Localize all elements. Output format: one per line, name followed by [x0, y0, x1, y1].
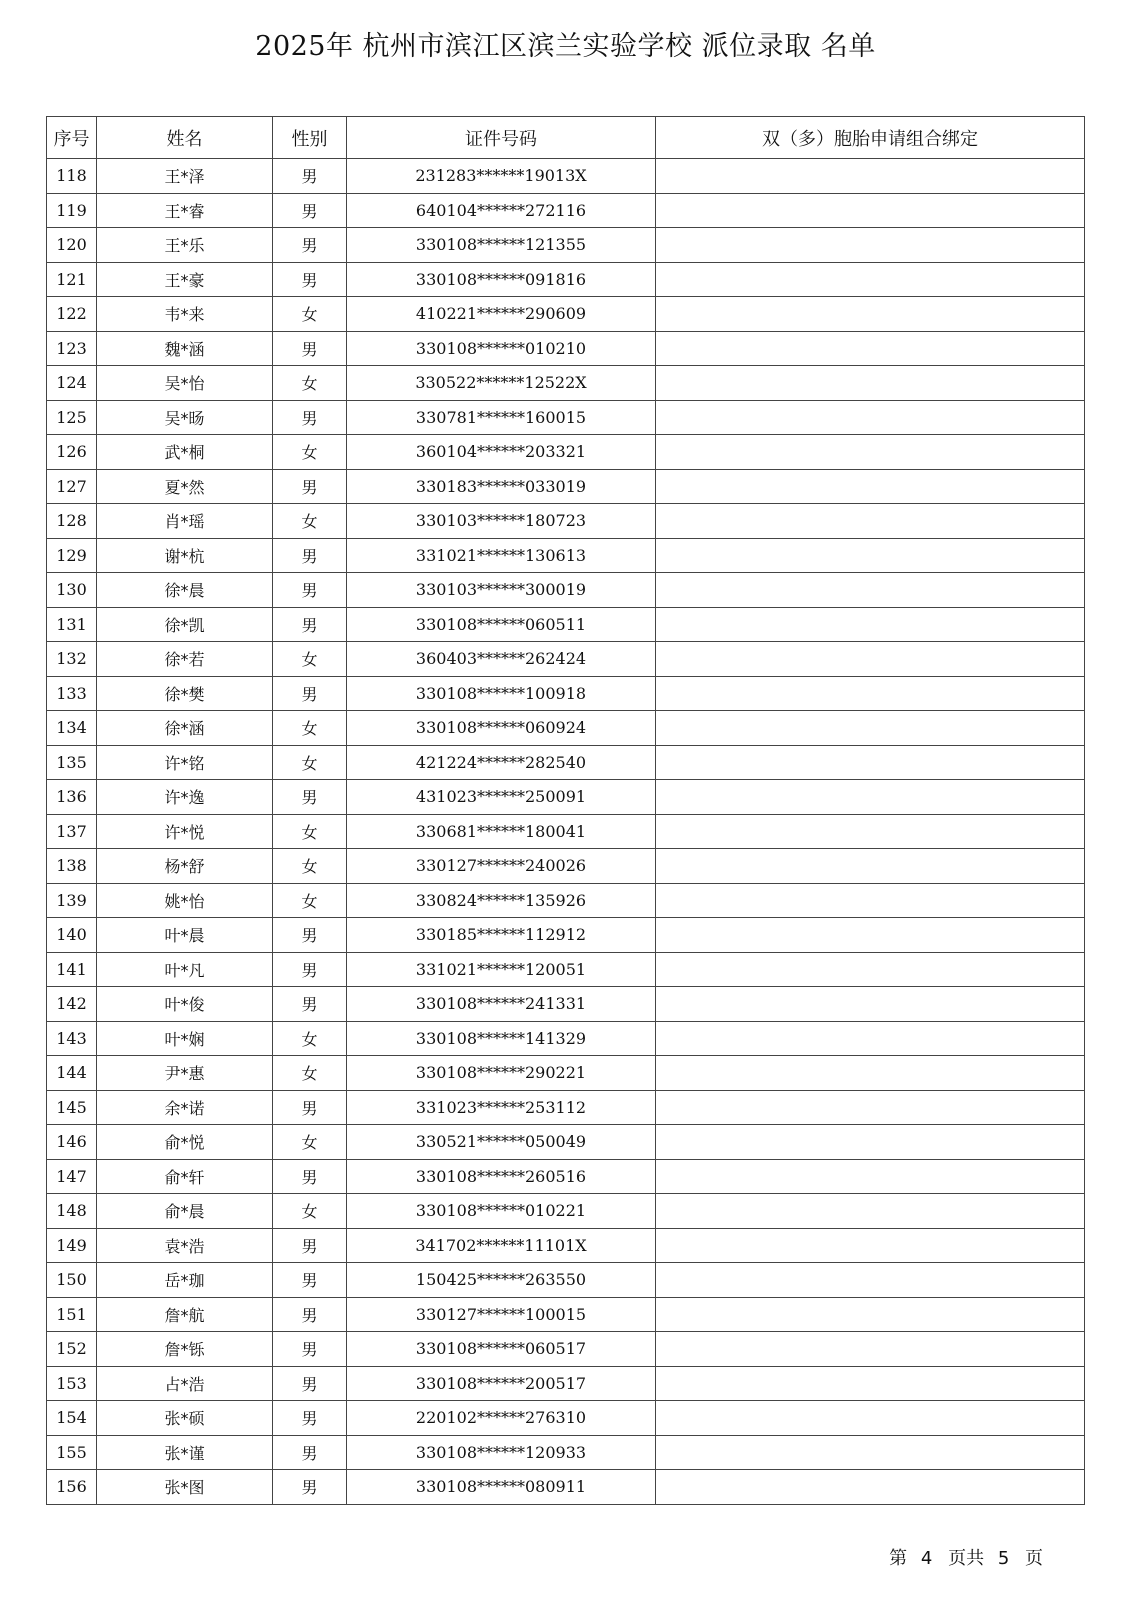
- cell-gender: 女: [273, 814, 347, 849]
- cell-twin-binding: [656, 262, 1085, 297]
- cell-serial: 127: [47, 469, 97, 504]
- table-row: [47, 228, 1085, 263]
- cell-twin-binding: [656, 400, 1085, 435]
- cell-name: 俞*晨: [97, 1194, 273, 1229]
- footer-middle: 页共: [948, 1548, 985, 1569]
- cell-id-number: 330108******080911: [347, 1470, 656, 1505]
- table-row: [47, 1125, 1085, 1160]
- cell-name: 袁*浩: [97, 1228, 273, 1263]
- cell-serial: 142: [47, 987, 97, 1022]
- cell-twin-binding: [656, 1159, 1085, 1194]
- table-row: [47, 642, 1085, 677]
- table-row: [47, 952, 1085, 987]
- table-row: [47, 1159, 1085, 1194]
- cell-name: 王*乐: [97, 228, 273, 263]
- cell-serial: 121: [47, 262, 97, 297]
- cell-gender: 男: [273, 400, 347, 435]
- cell-id-number: 421224******282540: [347, 745, 656, 780]
- cell-gender: 男: [273, 1263, 347, 1298]
- table-row: [47, 1470, 1085, 1505]
- table-row: [47, 1332, 1085, 1367]
- cell-id-number: 410221******290609: [347, 297, 656, 332]
- cell-serial: 119: [47, 193, 97, 228]
- cell-twin-binding: [656, 159, 1085, 194]
- cell-name: 张*硕: [97, 1401, 273, 1436]
- cell-id-number: 330108******121355: [347, 228, 656, 263]
- cell-id-number: 330108******100918: [347, 676, 656, 711]
- cell-gender: 女: [273, 435, 347, 470]
- cell-serial: 141: [47, 952, 97, 987]
- admission-table: [46, 116, 1085, 1505]
- cell-id-number: 231283******19013X: [347, 159, 656, 194]
- cell-serial: 137: [47, 814, 97, 849]
- cell-twin-binding: [656, 331, 1085, 366]
- cell-serial: 146: [47, 1125, 97, 1160]
- cell-serial: 156: [47, 1470, 97, 1505]
- table-header-row: [47, 117, 1085, 159]
- cell-gender: 男: [273, 573, 347, 608]
- cell-gender: 男: [273, 159, 347, 194]
- cell-twin-binding: [656, 1401, 1085, 1436]
- cell-gender: 女: [273, 849, 347, 884]
- header-twin-binding: 双（多）胞胎申请组合绑定: [656, 117, 1085, 159]
- cell-id-number: 360403******262424: [347, 642, 656, 677]
- table-row: [47, 400, 1085, 435]
- cell-gender: 女: [273, 366, 347, 401]
- page-footer: [889, 1544, 1043, 1570]
- cell-serial: 147: [47, 1159, 97, 1194]
- cell-gender: 女: [273, 1056, 347, 1091]
- cell-twin-binding: [656, 711, 1085, 746]
- cell-twin-binding: [656, 1332, 1085, 1367]
- cell-gender: 男: [273, 1401, 347, 1436]
- table-row: [47, 1401, 1085, 1436]
- cell-name: 占*浩: [97, 1366, 273, 1401]
- cell-name: 吴*怡: [97, 366, 273, 401]
- cell-name: 张*图: [97, 1470, 273, 1505]
- cell-name: 魏*涵: [97, 331, 273, 366]
- table-row: [47, 504, 1085, 539]
- cell-name: 王*睿: [97, 193, 273, 228]
- cell-id-number: 330521******050049: [347, 1125, 656, 1160]
- cell-gender: 男: [273, 1435, 347, 1470]
- cell-serial: 125: [47, 400, 97, 435]
- cell-id-number: 330108******010221: [347, 1194, 656, 1229]
- cell-name: 韦*来: [97, 297, 273, 332]
- cell-name: 叶*娴: [97, 1021, 273, 1056]
- cell-gender: 男: [273, 780, 347, 815]
- cell-gender: 男: [273, 607, 347, 642]
- cell-id-number: 331021******130613: [347, 538, 656, 573]
- cell-gender: 男: [273, 228, 347, 263]
- cell-name: 许*铭: [97, 745, 273, 780]
- cell-gender: 男: [273, 262, 347, 297]
- cell-twin-binding: [656, 745, 1085, 780]
- cell-twin-binding: [656, 1125, 1085, 1160]
- cell-id-number: 330108******060517: [347, 1332, 656, 1367]
- cell-twin-binding: [656, 814, 1085, 849]
- cell-serial: 120: [47, 228, 97, 263]
- cell-id-number: 330127******100015: [347, 1297, 656, 1332]
- cell-serial: 152: [47, 1332, 97, 1367]
- cell-serial: 124: [47, 366, 97, 401]
- cell-name: 王*泽: [97, 159, 273, 194]
- cell-id-number: 341702******11101X: [347, 1228, 656, 1263]
- cell-id-number: 220102******276310: [347, 1401, 656, 1436]
- cell-serial: 134: [47, 711, 97, 746]
- table-row: [47, 1021, 1085, 1056]
- cell-gender: 男: [273, 1159, 347, 1194]
- cell-gender: 男: [273, 193, 347, 228]
- cell-serial: 149: [47, 1228, 97, 1263]
- cell-twin-binding: [656, 228, 1085, 263]
- cell-gender: 男: [273, 918, 347, 953]
- cell-serial: 140: [47, 918, 97, 953]
- table-row: [47, 918, 1085, 953]
- cell-serial: 143: [47, 1021, 97, 1056]
- table-row: [47, 1228, 1085, 1263]
- cell-gender: 男: [273, 676, 347, 711]
- cell-id-number: 150425******263550: [347, 1263, 656, 1298]
- cell-twin-binding: [656, 435, 1085, 470]
- header-id-number: 证件号码: [347, 117, 656, 159]
- cell-name: 尹*惠: [97, 1056, 273, 1091]
- cell-name: 余*诺: [97, 1090, 273, 1125]
- header-serial: 序号: [47, 117, 97, 159]
- cell-name: 徐*晨: [97, 573, 273, 608]
- cell-id-number: 330824******135926: [347, 883, 656, 918]
- cell-serial: 126: [47, 435, 97, 470]
- cell-id-number: 330108******141329: [347, 1021, 656, 1056]
- table-row: [47, 435, 1085, 470]
- cell-twin-binding: [656, 1470, 1085, 1505]
- cell-twin-binding: [656, 918, 1085, 953]
- cell-serial: 144: [47, 1056, 97, 1091]
- cell-gender: 男: [273, 538, 347, 573]
- cell-name: 许*逸: [97, 780, 273, 815]
- cell-gender: 男: [273, 952, 347, 987]
- cell-serial: 130: [47, 573, 97, 608]
- table-row: [47, 1090, 1085, 1125]
- cell-twin-binding: [656, 1021, 1085, 1056]
- cell-serial: 138: [47, 849, 97, 884]
- table-row: [47, 1056, 1085, 1091]
- cell-name: 叶*俊: [97, 987, 273, 1022]
- cell-id-number: 360104******203321: [347, 435, 656, 470]
- header-gender: 性别: [273, 117, 347, 159]
- cell-twin-binding: [656, 193, 1085, 228]
- cell-name: 徐*凯: [97, 607, 273, 642]
- cell-gender: 女: [273, 297, 347, 332]
- cell-id-number: 330103******300019: [347, 573, 656, 608]
- cell-serial: 131: [47, 607, 97, 642]
- cell-id-number: 330108******120933: [347, 1435, 656, 1470]
- cell-id-number: 330127******240026: [347, 849, 656, 884]
- cell-id-number: 330108******290221: [347, 1056, 656, 1091]
- cell-serial: 136: [47, 780, 97, 815]
- cell-serial: 139: [47, 883, 97, 918]
- cell-twin-binding: [656, 297, 1085, 332]
- table-row: [47, 262, 1085, 297]
- cell-id-number: 330108******200517: [347, 1366, 656, 1401]
- cell-gender: 女: [273, 1194, 347, 1229]
- cell-twin-binding: [656, 780, 1085, 815]
- cell-name: 肖*瑶: [97, 504, 273, 539]
- cell-id-number: 330108******060924: [347, 711, 656, 746]
- table-row: [47, 1263, 1085, 1298]
- table-row: [47, 607, 1085, 642]
- cell-id-number: 330681******180041: [347, 814, 656, 849]
- cell-gender: 女: [273, 504, 347, 539]
- cell-serial: 133: [47, 676, 97, 711]
- cell-twin-binding: [656, 1228, 1085, 1263]
- cell-serial: 154: [47, 1401, 97, 1436]
- cell-twin-binding: [656, 1366, 1085, 1401]
- cell-name: 杨*舒: [97, 849, 273, 884]
- cell-gender: 女: [273, 745, 347, 780]
- table-row: [47, 780, 1085, 815]
- cell-serial: 135: [47, 745, 97, 780]
- table-body: [47, 159, 1085, 1505]
- cell-serial: 123: [47, 331, 97, 366]
- page-title: 2025年 杭州市滨江区滨兰实验学校 派位录取 名单: [255, 31, 876, 62]
- cell-gender: 男: [273, 1470, 347, 1505]
- table-row: [47, 366, 1085, 401]
- cell-id-number: 330103******180723: [347, 504, 656, 539]
- cell-twin-binding: [656, 538, 1085, 573]
- cell-twin-binding: [656, 366, 1085, 401]
- cell-name: 吴*旸: [97, 400, 273, 435]
- cell-gender: 男: [273, 1228, 347, 1263]
- cell-twin-binding: [656, 952, 1085, 987]
- cell-id-number: 331021******120051: [347, 952, 656, 987]
- cell-name: 武*桐: [97, 435, 273, 470]
- cell-twin-binding: [656, 1263, 1085, 1298]
- cell-name: 姚*怡: [97, 883, 273, 918]
- table-row: [47, 1435, 1085, 1470]
- cell-twin-binding: [656, 1056, 1085, 1091]
- header-name: 姓名: [97, 117, 273, 159]
- cell-twin-binding: [656, 504, 1085, 539]
- cell-id-number: 331023******253112: [347, 1090, 656, 1125]
- cell-twin-binding: [656, 883, 1085, 918]
- cell-serial: 128: [47, 504, 97, 539]
- cell-gender: 男: [273, 1297, 347, 1332]
- cell-name: 许*悦: [97, 814, 273, 849]
- table-row: [47, 573, 1085, 608]
- table-row: [47, 193, 1085, 228]
- cell-twin-binding: [656, 1090, 1085, 1125]
- cell-id-number: 330108******060511: [347, 607, 656, 642]
- table-row: [47, 1366, 1085, 1401]
- footer-total-pages: 5: [997, 1548, 1010, 1569]
- cell-id-number: 330185******112912: [347, 918, 656, 953]
- cell-id-number: 330781******160015: [347, 400, 656, 435]
- cell-name: 张*谨: [97, 1435, 273, 1470]
- cell-twin-binding: [656, 1194, 1085, 1229]
- cell-serial: 148: [47, 1194, 97, 1229]
- cell-id-number: 330108******260516: [347, 1159, 656, 1194]
- table-row: [47, 297, 1085, 332]
- cell-name: 叶*凡: [97, 952, 273, 987]
- cell-gender: 女: [273, 642, 347, 677]
- footer-prefix: 第: [889, 1548, 908, 1569]
- cell-id-number: 330183******033019: [347, 469, 656, 504]
- cell-id-number: 330108******241331: [347, 987, 656, 1022]
- table-row: [47, 159, 1085, 194]
- cell-gender: 女: [273, 1125, 347, 1160]
- cell-name: 叶*晨: [97, 918, 273, 953]
- cell-serial: 155: [47, 1435, 97, 1470]
- table-row: [47, 538, 1085, 573]
- table-row: [47, 814, 1085, 849]
- cell-name: 詹*铄: [97, 1332, 273, 1367]
- cell-twin-binding: [656, 987, 1085, 1022]
- cell-id-number: 431023******250091: [347, 780, 656, 815]
- cell-serial: 129: [47, 538, 97, 573]
- table-row: [47, 711, 1085, 746]
- cell-gender: 男: [273, 987, 347, 1022]
- table-row: [47, 331, 1085, 366]
- cell-id-number: 640104******272116: [347, 193, 656, 228]
- cell-serial: 145: [47, 1090, 97, 1125]
- cell-gender: 男: [273, 1090, 347, 1125]
- table-row: [47, 849, 1085, 884]
- cell-gender: 女: [273, 1021, 347, 1056]
- table-row: [47, 745, 1085, 780]
- cell-name: 詹*航: [97, 1297, 273, 1332]
- cell-gender: 女: [273, 883, 347, 918]
- cell-serial: 153: [47, 1366, 97, 1401]
- cell-name: 俞*悦: [97, 1125, 273, 1160]
- cell-gender: 女: [273, 711, 347, 746]
- cell-serial: 118: [47, 159, 97, 194]
- cell-serial: 150: [47, 1263, 97, 1298]
- cell-name: 徐*涵: [97, 711, 273, 746]
- cell-gender: 男: [273, 331, 347, 366]
- table-row: [47, 469, 1085, 504]
- cell-id-number: 330108******010210: [347, 331, 656, 366]
- cell-twin-binding: [656, 642, 1085, 677]
- footer-current-page: 4: [920, 1548, 933, 1569]
- cell-twin-binding: [656, 1435, 1085, 1470]
- cell-twin-binding: [656, 573, 1085, 608]
- cell-name: 谢*杭: [97, 538, 273, 573]
- cell-serial: 122: [47, 297, 97, 332]
- cell-gender: 男: [273, 1332, 347, 1367]
- cell-name: 徐*樊: [97, 676, 273, 711]
- cell-gender: 男: [273, 469, 347, 504]
- cell-serial: 151: [47, 1297, 97, 1332]
- cell-id-number: 330108******091816: [347, 262, 656, 297]
- cell-twin-binding: [656, 849, 1085, 884]
- cell-twin-binding: [656, 1297, 1085, 1332]
- cell-name: 王*豪: [97, 262, 273, 297]
- cell-twin-binding: [656, 676, 1085, 711]
- table-row: [47, 883, 1085, 918]
- cell-name: 俞*轩: [97, 1159, 273, 1194]
- table-row: [47, 1194, 1085, 1229]
- table-row: [47, 987, 1085, 1022]
- cell-id-number: 330522******12522X: [347, 366, 656, 401]
- cell-serial: 132: [47, 642, 97, 677]
- cell-gender: 男: [273, 1366, 347, 1401]
- cell-name: 岳*珈: [97, 1263, 273, 1298]
- table-row: [47, 1297, 1085, 1332]
- cell-name: 夏*然: [97, 469, 273, 504]
- cell-twin-binding: [656, 469, 1085, 504]
- cell-name: 徐*若: [97, 642, 273, 677]
- footer-suffix: 页: [1025, 1548, 1043, 1569]
- table-row: [47, 676, 1085, 711]
- cell-twin-binding: [656, 607, 1085, 642]
